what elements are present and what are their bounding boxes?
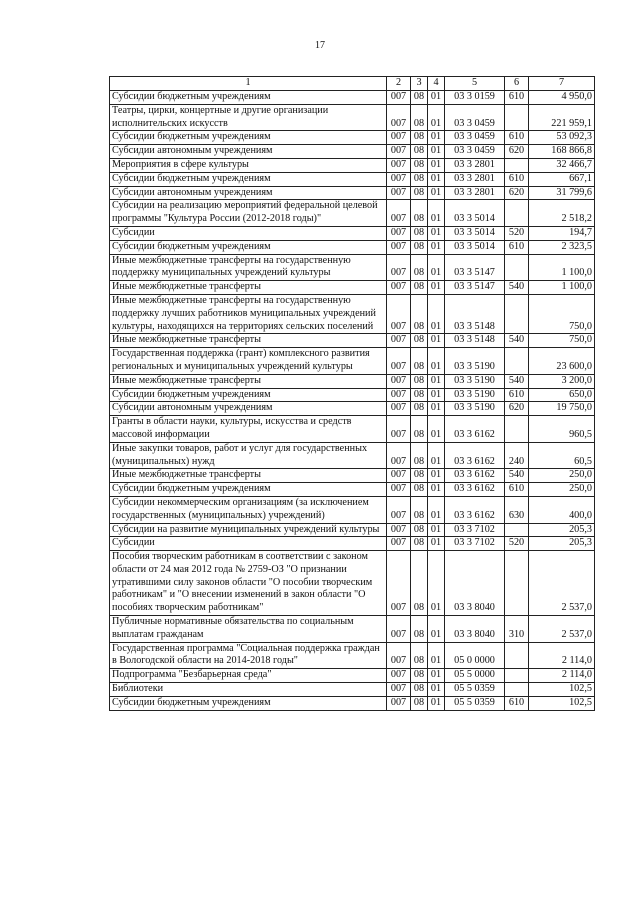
target-article-cell: 05 5 0000 [445, 669, 505, 683]
ministry-code-cell: 007 [387, 172, 411, 186]
section-code-cell: 08 [411, 294, 428, 333]
column-header: 7 [529, 77, 595, 91]
expense-type-cell [505, 523, 529, 537]
row-name-cell: Иные закупки товаров, работ и услуг для государственных (муниципальных) нужд [110, 442, 387, 469]
target-article-cell: 03 3 5190 [445, 402, 505, 416]
amount-cell: 2 114,0 [529, 642, 595, 669]
ministry-code-cell: 007 [387, 537, 411, 551]
ministry-code-cell: 007 [387, 294, 411, 333]
target-article-cell: 03 3 2801 [445, 186, 505, 200]
table-row [110, 616, 595, 643]
expense-type-cell [505, 551, 529, 616]
subsection-code-cell: 01 [428, 388, 445, 402]
row-name-cell: Субсидии бюджетным учреждениям [110, 131, 387, 145]
row-name-cell: Государственная программа "Социальная поддержка граждан в Вологодской области на 2014-2018 годы" [110, 642, 387, 669]
ministry-code-cell: 007 [387, 104, 411, 131]
section-code-cell: 08 [411, 200, 428, 227]
table-row [110, 91, 595, 105]
subsection-code-cell: 01 [428, 483, 445, 497]
target-article-cell: 03 3 6162 [445, 416, 505, 443]
section-code-cell: 08 [411, 145, 428, 159]
amount-cell: 1 100,0 [529, 254, 595, 281]
section-code-cell: 08 [411, 416, 428, 443]
amount-cell: 2 114,0 [529, 669, 595, 683]
table-row [110, 402, 595, 416]
table-row [110, 523, 595, 537]
expense-type-cell: 540 [505, 469, 529, 483]
table-row [110, 200, 595, 227]
row-name-cell: Субсидии автономным учреждениям [110, 186, 387, 200]
ministry-code-cell: 007 [387, 402, 411, 416]
amount-cell: 2 537,0 [529, 551, 595, 616]
amount-cell: 750,0 [529, 294, 595, 333]
amount-cell: 205,3 [529, 537, 595, 551]
amount-cell: 2 323,5 [529, 240, 595, 254]
amount-cell: 168 866,8 [529, 145, 595, 159]
ministry-code-cell: 007 [387, 483, 411, 497]
target-article-cell: 03 3 5190 [445, 374, 505, 388]
row-name-cell: Субсидии автономным учреждениям [110, 402, 387, 416]
expense-type-cell [505, 416, 529, 443]
column-header: 2 [387, 77, 411, 91]
ministry-code-cell: 007 [387, 496, 411, 523]
table-row [110, 254, 595, 281]
amount-cell: 1 100,0 [529, 281, 595, 295]
table-row [110, 483, 595, 497]
ministry-code-cell: 007 [387, 551, 411, 616]
subsection-code-cell: 01 [428, 348, 445, 375]
amount-cell: 3 200,0 [529, 374, 595, 388]
expense-type-cell: 610 [505, 131, 529, 145]
target-article-cell: 03 3 8040 [445, 551, 505, 616]
amount-cell: 19 750,0 [529, 402, 595, 416]
ministry-code-cell: 007 [387, 469, 411, 483]
subsection-code-cell: 01 [428, 226, 445, 240]
section-code-cell: 08 [411, 537, 428, 551]
subsection-code-cell: 01 [428, 416, 445, 443]
amount-cell: 960,5 [529, 416, 595, 443]
expense-type-cell [505, 254, 529, 281]
expense-type-cell: 240 [505, 442, 529, 469]
section-code-cell: 08 [411, 334, 428, 348]
section-code-cell: 08 [411, 254, 428, 281]
table-row [110, 131, 595, 145]
target-article-cell: 03 3 0159 [445, 91, 505, 105]
table-row [110, 683, 595, 697]
subsection-code-cell: 01 [428, 537, 445, 551]
row-name-cell: Субсидии на реализацию мероприятий федеральной целевой программы "Культура России (2012-2018 годы)" [110, 200, 387, 227]
target-article-cell: 03 3 0459 [445, 104, 505, 131]
section-code-cell: 08 [411, 388, 428, 402]
table-row [110, 469, 595, 483]
ministry-code-cell: 007 [387, 374, 411, 388]
expense-type-cell [505, 669, 529, 683]
row-name-cell: Субсидии бюджетным учреждениям [110, 240, 387, 254]
row-name-cell: Публичные нормативные обязательства по социальным выплатам гражданам [110, 616, 387, 643]
amount-cell: 102,5 [529, 696, 595, 710]
target-article-cell: 03 3 5147 [445, 254, 505, 281]
target-article-cell: 03 3 8040 [445, 616, 505, 643]
table-row [110, 348, 595, 375]
target-article-cell: 03 3 5014 [445, 200, 505, 227]
expense-type-cell: 610 [505, 696, 529, 710]
table-row [110, 537, 595, 551]
row-name-cell: Субсидии [110, 226, 387, 240]
subsection-code-cell: 01 [428, 496, 445, 523]
section-code-cell: 08 [411, 226, 428, 240]
amount-cell: 650,0 [529, 388, 595, 402]
row-name-cell: Субсидии бюджетным учреждениям [110, 172, 387, 186]
ministry-code-cell: 007 [387, 91, 411, 105]
amount-cell: 400,0 [529, 496, 595, 523]
expense-type-cell [505, 294, 529, 333]
amount-cell: 32 466,7 [529, 158, 595, 172]
table-row [110, 669, 595, 683]
table-row [110, 496, 595, 523]
table-header-row [110, 77, 595, 91]
subsection-code-cell: 01 [428, 104, 445, 131]
expense-type-cell: 540 [505, 334, 529, 348]
section-code-cell: 08 [411, 442, 428, 469]
target-article-cell: 05 5 0359 [445, 683, 505, 697]
ministry-code-cell: 007 [387, 416, 411, 443]
subsection-code-cell: 01 [428, 334, 445, 348]
table-row [110, 186, 595, 200]
ministry-code-cell: 007 [387, 158, 411, 172]
row-name-cell: Иные межбюджетные трансферты [110, 281, 387, 295]
target-article-cell: 03 3 6162 [445, 469, 505, 483]
target-article-cell: 03 3 2801 [445, 158, 505, 172]
table-row [110, 104, 595, 131]
ministry-code-cell: 007 [387, 669, 411, 683]
section-code-cell: 08 [411, 483, 428, 497]
section-code-cell: 08 [411, 551, 428, 616]
row-name-cell: Гранты в области науки, культуры, искусства и средств массовой информации [110, 416, 387, 443]
expense-type-cell: 630 [505, 496, 529, 523]
section-code-cell: 08 [411, 496, 428, 523]
table-body [110, 91, 595, 711]
section-code-cell: 08 [411, 348, 428, 375]
table-row [110, 158, 595, 172]
expense-type-cell [505, 683, 529, 697]
expense-type-cell: 540 [505, 281, 529, 295]
ministry-code-cell: 007 [387, 642, 411, 669]
expense-type-cell: 310 [505, 616, 529, 643]
amount-cell: 23 600,0 [529, 348, 595, 375]
ministry-code-cell: 007 [387, 200, 411, 227]
row-name-cell: Субсидии бюджетным учреждениям [110, 483, 387, 497]
column-header: 5 [445, 77, 505, 91]
table-row [110, 551, 595, 616]
target-article-cell: 03 3 7102 [445, 523, 505, 537]
section-code-cell: 08 [411, 374, 428, 388]
section-code-cell: 08 [411, 281, 428, 295]
subsection-code-cell: 01 [428, 158, 445, 172]
target-article-cell: 03 3 5147 [445, 281, 505, 295]
amount-cell: 4 950,0 [529, 91, 595, 105]
amount-cell: 205,3 [529, 523, 595, 537]
expense-type-cell: 520 [505, 226, 529, 240]
ministry-code-cell: 007 [387, 388, 411, 402]
expense-type-cell: 620 [505, 402, 529, 416]
section-code-cell: 08 [411, 696, 428, 710]
expense-type-cell [505, 200, 529, 227]
ministry-code-cell: 007 [387, 281, 411, 295]
subsection-code-cell: 01 [428, 281, 445, 295]
subsection-code-cell: 01 [428, 402, 445, 416]
amount-cell: 53 092,3 [529, 131, 595, 145]
row-name-cell: Субсидии бюджетным учреждениям [110, 388, 387, 402]
ministry-code-cell: 007 [387, 226, 411, 240]
subsection-code-cell: 01 [428, 186, 445, 200]
table-row [110, 172, 595, 186]
target-article-cell: 05 5 0359 [445, 696, 505, 710]
target-article-cell: 03 3 6162 [445, 442, 505, 469]
amount-cell: 250,0 [529, 483, 595, 497]
table-row [110, 294, 595, 333]
ministry-code-cell: 007 [387, 145, 411, 159]
target-article-cell: 03 3 7102 [445, 537, 505, 551]
table-row [110, 696, 595, 710]
subsection-code-cell: 01 [428, 669, 445, 683]
ministry-code-cell: 007 [387, 696, 411, 710]
subsection-code-cell: 01 [428, 683, 445, 697]
row-name-cell: Иные межбюджетные трансферты [110, 374, 387, 388]
page-number: 17 [315, 40, 325, 51]
table-row [110, 281, 595, 295]
amount-cell: 2 537,0 [529, 616, 595, 643]
section-code-cell: 08 [411, 131, 428, 145]
subsection-code-cell: 01 [428, 254, 445, 281]
section-code-cell: 08 [411, 91, 428, 105]
subsection-code-cell: 01 [428, 442, 445, 469]
subsection-code-cell: 01 [428, 374, 445, 388]
target-article-cell: 03 3 5190 [445, 388, 505, 402]
table-row [110, 240, 595, 254]
amount-cell: 102,5 [529, 683, 595, 697]
column-header: 6 [505, 77, 529, 91]
section-code-cell: 08 [411, 186, 428, 200]
target-article-cell: 03 3 5148 [445, 294, 505, 333]
target-article-cell: 03 3 2801 [445, 172, 505, 186]
expense-type-cell: 620 [505, 186, 529, 200]
target-article-cell: 03 3 6162 [445, 496, 505, 523]
row-name-cell: Иные межбюджетные трансферты на государственную поддержку муниципальных учреждений культуры [110, 254, 387, 281]
ministry-code-cell: 007 [387, 442, 411, 469]
row-name-cell: Подпрограмма "Безбарьерная среда" [110, 669, 387, 683]
column-header: 4 [428, 77, 445, 91]
amount-cell: 221 959,1 [529, 104, 595, 131]
expense-type-cell: 620 [505, 145, 529, 159]
subsection-code-cell: 01 [428, 642, 445, 669]
subsection-code-cell: 01 [428, 145, 445, 159]
expense-type-cell: 520 [505, 537, 529, 551]
table-row [110, 388, 595, 402]
ministry-code-cell: 007 [387, 334, 411, 348]
target-article-cell: 03 3 6162 [445, 483, 505, 497]
row-name-cell: Иные межбюджетные трансферты на государственную поддержку лучших работников муниципальных учреждений культуры, находящихся на территориях сельских поселений [110, 294, 387, 333]
ministry-code-cell: 007 [387, 186, 411, 200]
expense-type-cell [505, 158, 529, 172]
row-name-cell: Субсидии некоммерческим организациям (за исключением государственных (муниципальных) учреждений) [110, 496, 387, 523]
subsection-code-cell: 01 [428, 616, 445, 643]
ministry-code-cell: 007 [387, 240, 411, 254]
row-name-cell: Субсидии на развитие муниципальных учреждений культуры [110, 523, 387, 537]
row-name-cell: Государственная поддержка (грант) комплексного развития региональных и муниципальных учреждений культуры [110, 348, 387, 375]
ministry-code-cell: 007 [387, 523, 411, 537]
amount-cell: 667,1 [529, 172, 595, 186]
table-row [110, 334, 595, 348]
expense-type-cell: 610 [505, 91, 529, 105]
ministry-code-cell: 007 [387, 683, 411, 697]
row-name-cell: Субсидии [110, 537, 387, 551]
target-article-cell: 03 3 5148 [445, 334, 505, 348]
section-code-cell: 08 [411, 172, 428, 186]
column-header: 3 [411, 77, 428, 91]
section-code-cell: 08 [411, 158, 428, 172]
row-name-cell: Пособия творческим работникам в соответствии с законом области от 24 мая 2012 года № 2759-ОЗ "О признании утратившими силу законов области "О пособии творческим работникам" и "О внесении изменений в закон области "О пособиях творческим работникам" [110, 551, 387, 616]
subsection-code-cell: 01 [428, 523, 445, 537]
ministry-code-cell: 007 [387, 348, 411, 375]
table-row [110, 145, 595, 159]
table-row [110, 642, 595, 669]
expense-type-cell [505, 348, 529, 375]
subsection-code-cell: 01 [428, 696, 445, 710]
amount-cell: 2 518,2 [529, 200, 595, 227]
target-article-cell: 05 0 0000 [445, 642, 505, 669]
target-article-cell: 03 3 5190 [445, 348, 505, 375]
ministry-code-cell: 007 [387, 254, 411, 281]
column-header: 1 [110, 77, 387, 91]
expense-type-cell: 610 [505, 483, 529, 497]
section-code-cell: 08 [411, 683, 428, 697]
subsection-code-cell: 01 [428, 469, 445, 483]
target-article-cell: 03 3 0459 [445, 131, 505, 145]
amount-cell: 250,0 [529, 469, 595, 483]
table-row [110, 374, 595, 388]
subsection-code-cell: 01 [428, 200, 445, 227]
row-name-cell: Библиотеки [110, 683, 387, 697]
amount-cell: 60,5 [529, 442, 595, 469]
subsection-code-cell: 01 [428, 240, 445, 254]
section-code-cell: 08 [411, 469, 428, 483]
expense-type-cell [505, 104, 529, 131]
row-name-cell: Субсидии автономным учреждениям [110, 145, 387, 159]
target-article-cell: 03 3 0459 [445, 145, 505, 159]
row-name-cell: Субсидии бюджетным учреждениям [110, 91, 387, 105]
ministry-code-cell: 007 [387, 131, 411, 145]
expense-type-cell [505, 642, 529, 669]
row-name-cell: Субсидии бюджетным учреждениям [110, 696, 387, 710]
expense-type-cell: 610 [505, 240, 529, 254]
expense-type-cell: 540 [505, 374, 529, 388]
table-row [110, 442, 595, 469]
amount-cell: 194,7 [529, 226, 595, 240]
section-code-cell: 08 [411, 669, 428, 683]
ministry-code-cell: 007 [387, 616, 411, 643]
section-code-cell: 08 [411, 523, 428, 537]
subsection-code-cell: 01 [428, 172, 445, 186]
target-article-cell: 03 3 5014 [445, 226, 505, 240]
section-code-cell: 08 [411, 402, 428, 416]
row-name-cell: Мероприятия в сфере культуры [110, 158, 387, 172]
budget-table [109, 76, 595, 711]
subsection-code-cell: 01 [428, 551, 445, 616]
subsection-code-cell: 01 [428, 91, 445, 105]
row-name-cell: Иные межбюджетные трансферты [110, 469, 387, 483]
subsection-code-cell: 01 [428, 294, 445, 333]
expense-type-cell: 610 [505, 172, 529, 186]
row-name-cell: Иные межбюджетные трансферты [110, 334, 387, 348]
section-code-cell: 08 [411, 240, 428, 254]
section-code-cell: 08 [411, 104, 428, 131]
table-row [110, 226, 595, 240]
table-row [110, 416, 595, 443]
section-code-cell: 08 [411, 616, 428, 643]
row-name-cell: Театры, цирки, концертные и другие организации исполнительских искусств [110, 104, 387, 131]
amount-cell: 750,0 [529, 334, 595, 348]
target-article-cell: 03 3 5014 [445, 240, 505, 254]
section-code-cell: 08 [411, 642, 428, 669]
subsection-code-cell: 01 [428, 131, 445, 145]
amount-cell: 31 799,6 [529, 186, 595, 200]
expense-type-cell: 610 [505, 388, 529, 402]
